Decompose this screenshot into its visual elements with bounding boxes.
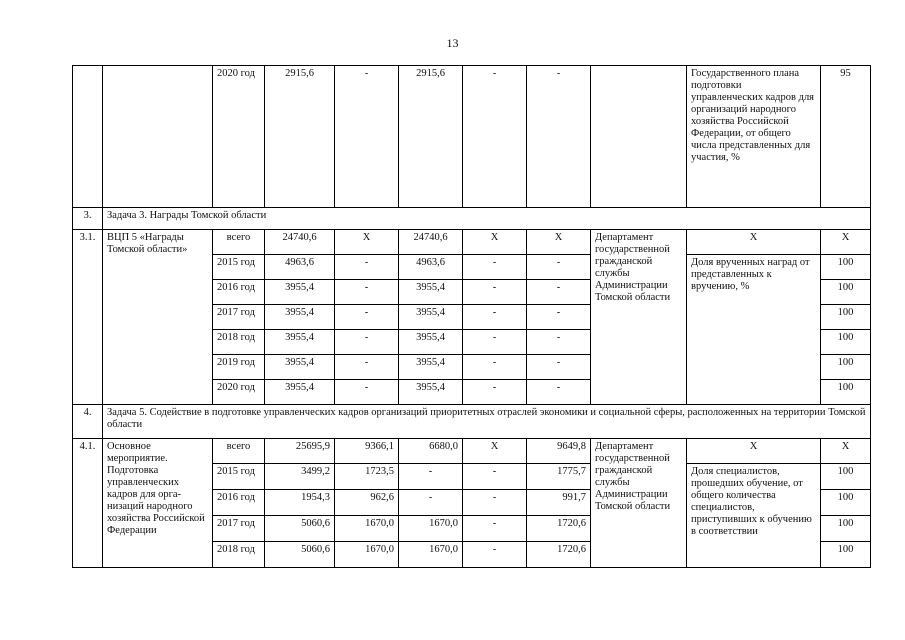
indicator-value-cell: 100 [821,280,871,305]
indicator-cell: Х [687,439,821,464]
indicator-value-cell: 100 [821,464,871,490]
value-cell: Х [335,230,399,255]
value-cell: 2915,6 [399,66,463,208]
value-cell: - [463,66,527,208]
year-cell: 2020 год [213,66,265,208]
value-cell: - [463,355,527,380]
row-number: 3.1. [73,230,103,405]
value-cell: - [463,516,527,542]
value-cell: 4963,6 [265,255,335,280]
value-cell: 962,6 [335,490,399,516]
cell-empty [73,66,103,208]
value-cell: 2915,6 [265,66,335,208]
value-cell: - [335,280,399,305]
value-cell: 3955,4 [265,280,335,305]
task-title: Задача 5. Содействие в подготовке управленческих кадров организаций приоритетных отраслей экономики и социальной сферы, расположенных на территории Томской области [103,405,871,439]
indicator-value-cell: 100 [821,255,871,280]
value-cell: 3955,4 [399,330,463,355]
value-cell: 1720,6 [527,516,591,542]
value-cell: 1954,3 [265,490,335,516]
value-cell: - [463,305,527,330]
value-cell: - [463,542,527,568]
value-cell: - [335,355,399,380]
indicator-value-cell: Х [821,439,871,464]
year-cell: 2018 год [213,330,265,355]
year-cell: 2017 год [213,516,265,542]
year-cell: 2016 год [213,280,265,305]
value-cell: - [335,330,399,355]
value-cell: - [463,255,527,280]
executor-cell: Департамент государственной гражданской службы Администрации Томской области [591,439,687,568]
task-number: 3. [73,208,103,230]
value-cell: 25695,9 [265,439,335,464]
value-cell: 9649,8 [527,439,591,464]
indicator-cell: Государственного плана подготовки управленческих кадров для организаций народного хозяйства Российской Федерации, от общего числа представленных для участия, % [687,66,821,208]
value-cell: 1670,0 [399,516,463,542]
year-cell: 2015 год [213,464,265,490]
value-cell: 1670,0 [335,516,399,542]
indicator-value-cell: 100 [821,380,871,405]
year-cell: 2019 год [213,355,265,380]
executor-cell: Департамент государственной гражданской службы Администрации Томской области [591,230,687,405]
value-cell: 5060,6 [265,516,335,542]
value-cell: 1670,0 [399,542,463,568]
task-title: Задача 3. Награды Томской области [103,208,871,230]
value-cell: - [527,330,591,355]
value-cell: - [335,66,399,208]
value-cell: 3499,2 [265,464,335,490]
value-cell: - [399,490,463,516]
year-cell: 2018 год [213,542,265,568]
page-number: 13 [446,36,459,50]
value-cell: Х [463,439,527,464]
indicator-cell: Доля врученных наград от представленных к вручению, % [687,255,821,405]
value-cell: - [463,330,527,355]
program-table [72,65,871,568]
value-cell: - [527,355,591,380]
indicator-cell: Доля специалистов, прошедших обучение, от общего количества специалистов, приступивших к обучению в соответствии [687,464,821,568]
indicator-value-cell: 100 [821,355,871,380]
row-number: 4.1. [73,439,103,568]
value-cell: - [335,255,399,280]
year-cell: 2020 год [213,380,265,405]
indicator-value-cell: 100 [821,305,871,330]
value-cell: 3955,4 [399,380,463,405]
value-cell: - [463,380,527,405]
indicator-value-cell: 100 [821,330,871,355]
value-cell: - [527,66,591,208]
indicator-value-cell: 95 [821,66,871,208]
value-cell: 9366,1 [335,439,399,464]
task-row [73,208,871,230]
activity-name: ВЦП 5 «Награды Томской области» [103,230,213,405]
value-cell: 4963,6 [399,255,463,280]
indicator-cell: Х [687,230,821,255]
value-cell: 991,7 [527,490,591,516]
value-cell: - [399,464,463,490]
value-cell: Х [527,230,591,255]
value-cell: - [527,280,591,305]
value-cell: - [463,464,527,490]
value-cell: 3955,4 [399,355,463,380]
table-row [73,230,871,255]
value-cell: 3955,4 [399,280,463,305]
value-cell: 1775,7 [527,464,591,490]
value-cell: 6680,0 [399,439,463,464]
year-cell: 2017 год [213,305,265,330]
indicator-value-cell: 100 [821,490,871,516]
table-row [73,66,871,208]
value-cell: Х [463,230,527,255]
task-row [73,405,871,439]
value-cell: - [335,380,399,405]
year-cell: всего [213,439,265,464]
value-cell: 24740,6 [265,230,335,255]
year-cell: всего [213,230,265,255]
value-cell: - [527,380,591,405]
value-cell: - [335,305,399,330]
value-cell: 3955,4 [265,305,335,330]
activity-name: Основное мероприятие. Подготовка управленческих кадров для орга-низаций народного хозяйства Российской Федерации [103,439,213,568]
year-cell: 2015 год [213,255,265,280]
task-number: 4. [73,405,103,439]
value-cell: 3955,4 [265,380,335,405]
value-cell: 1670,0 [335,542,399,568]
value-cell: - [527,305,591,330]
value-cell: 3955,4 [399,305,463,330]
table-row [73,439,871,464]
value-cell: 5060,6 [265,542,335,568]
cell-empty [103,66,213,208]
value-cell: - [463,280,527,305]
value-cell: 3955,4 [265,330,335,355]
indicator-value-cell: 100 [821,516,871,542]
value-cell: - [527,255,591,280]
value-cell: 24740,6 [399,230,463,255]
value-cell: 3955,4 [265,355,335,380]
indicator-value-cell: 100 [821,542,871,568]
value-cell: 1723,5 [335,464,399,490]
value-cell: - [463,490,527,516]
value-cell: 1720,6 [527,542,591,568]
cell-empty [591,66,687,208]
indicator-value-cell: Х [821,230,871,255]
year-cell: 2016 год [213,490,265,516]
